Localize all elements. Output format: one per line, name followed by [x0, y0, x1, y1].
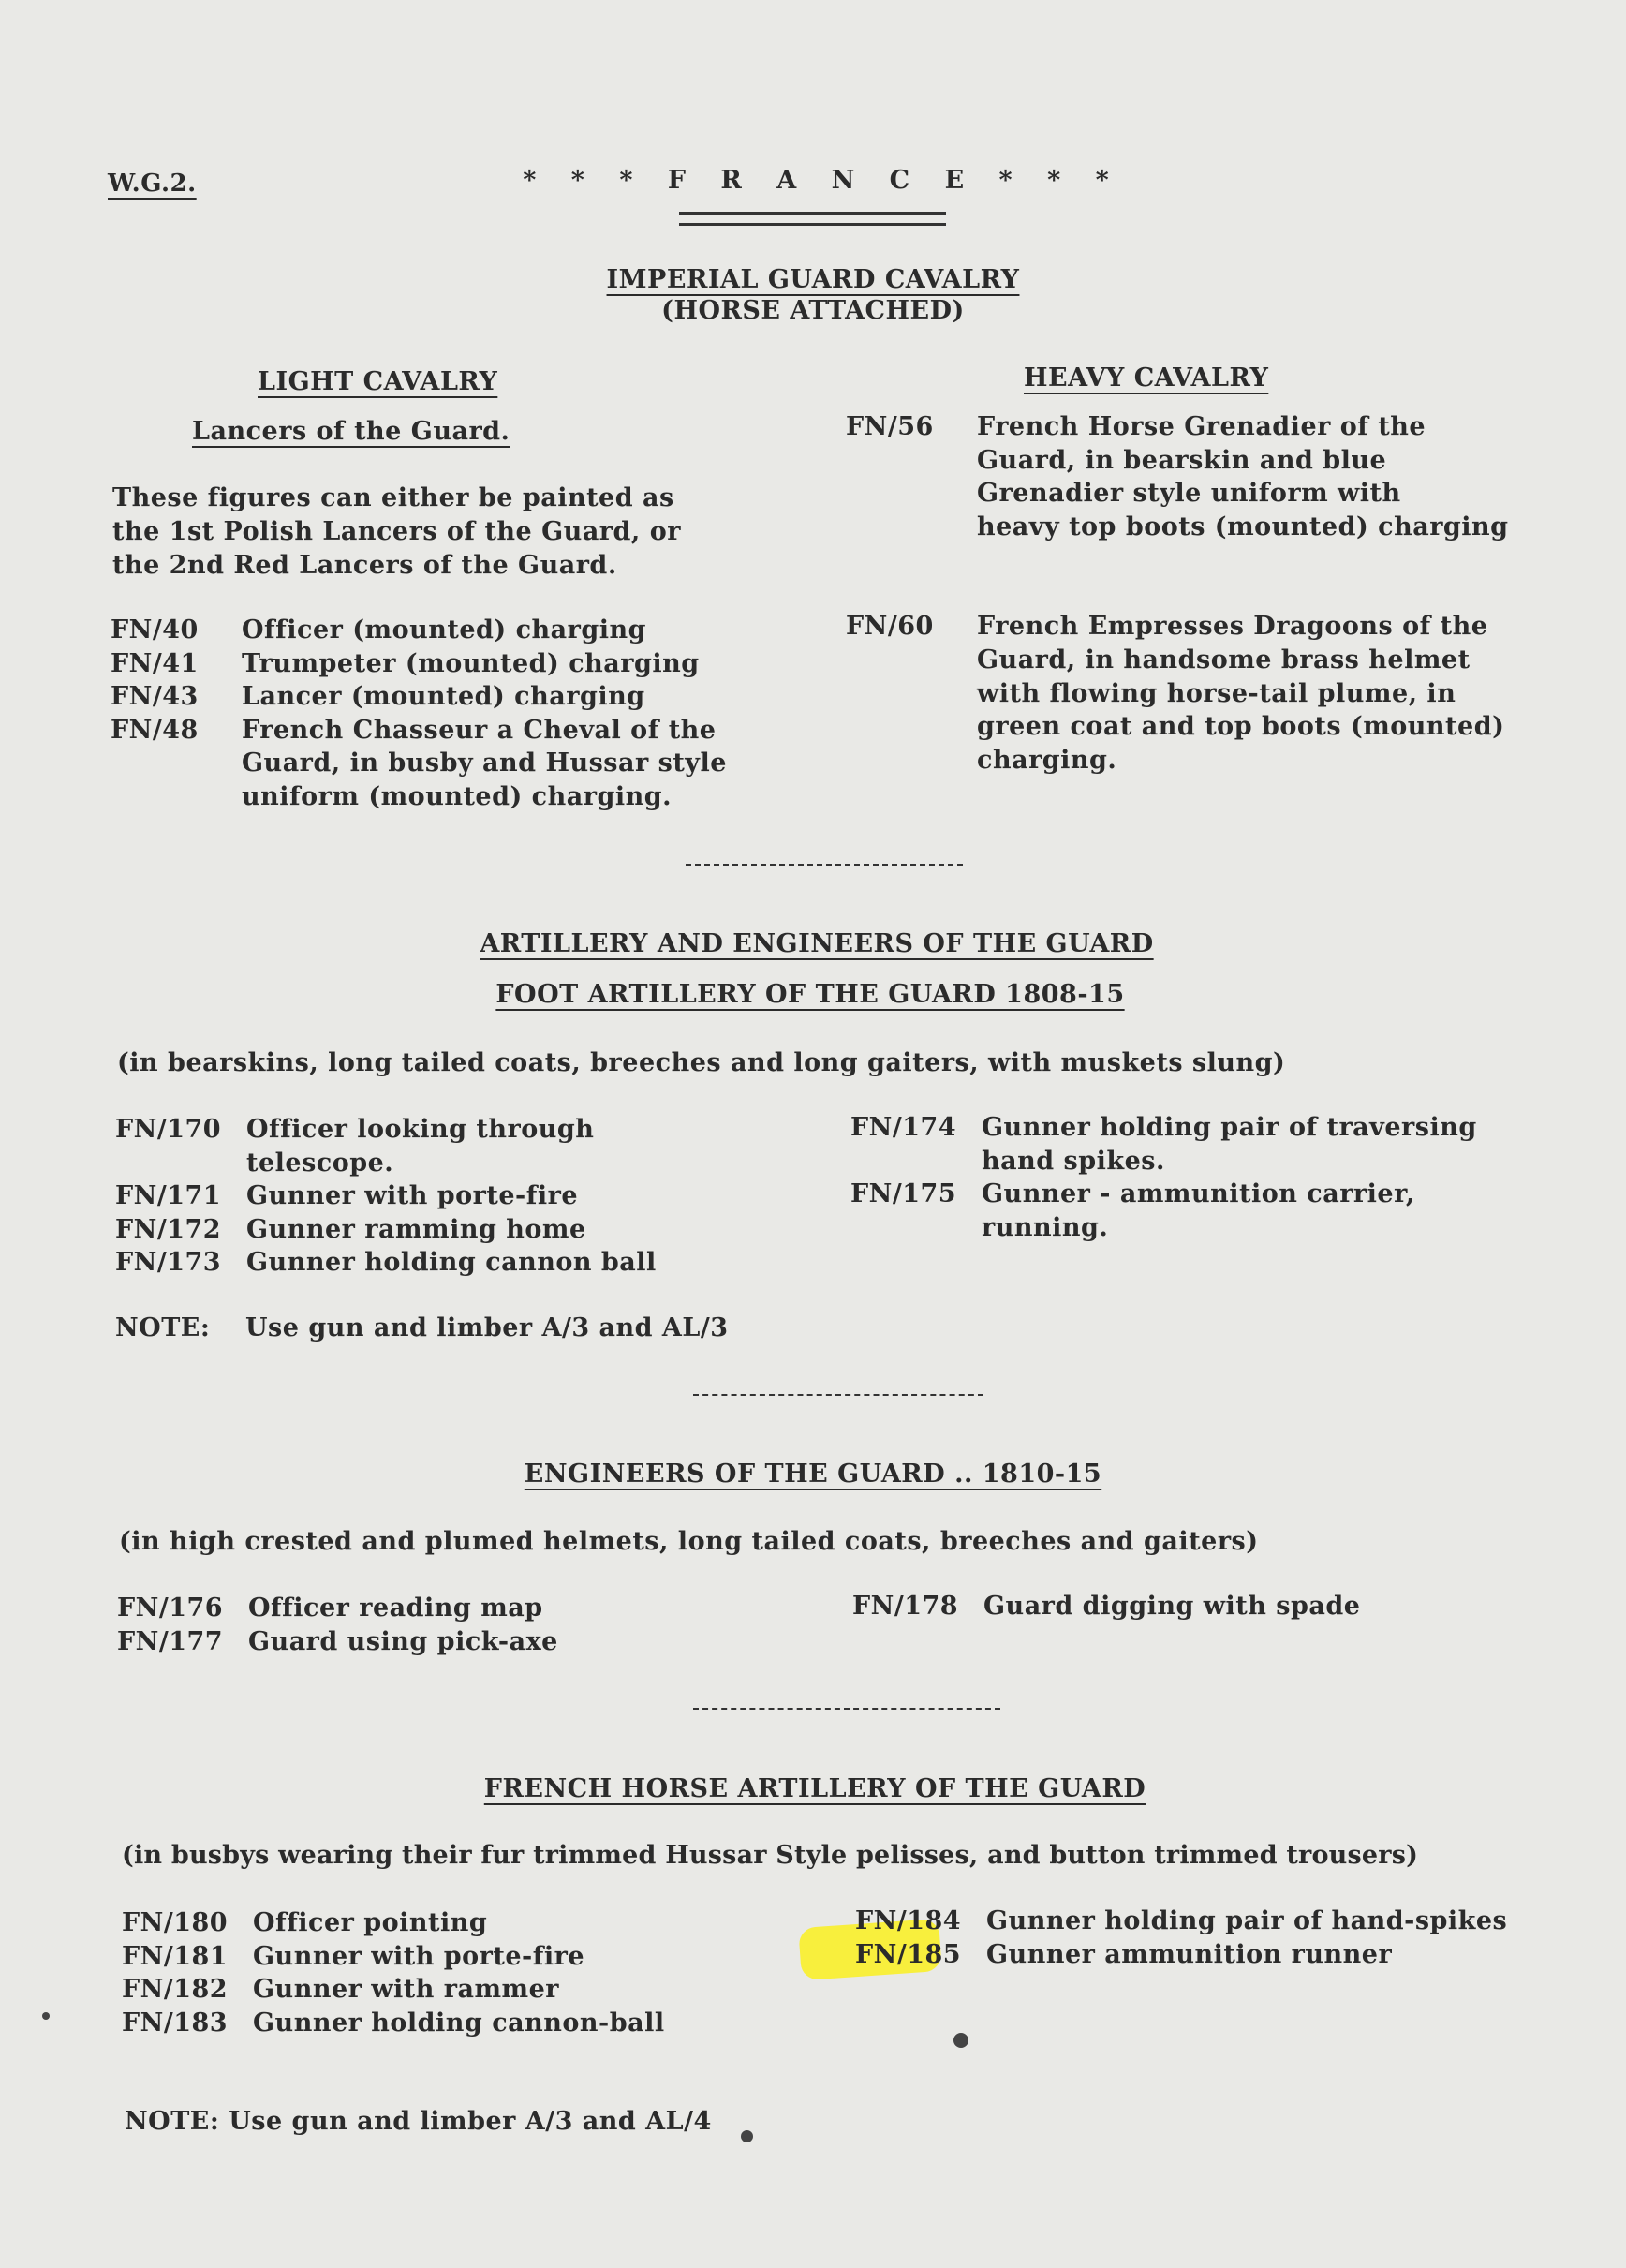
section-divider — [693, 1394, 983, 1396]
country-title: * * * F R A N C E * * * — [523, 166, 1122, 195]
heavy-cavalry-heading: HEAVY CAVALRY — [1024, 363, 1269, 393]
item-code: FN/41 — [111, 648, 199, 678]
note-text: Use gun and limber A/3 and AL/3 — [245, 1313, 729, 1342]
engineers-desc: (in high crested and plumed helmets, long tailed coats, breeches and gaiters) — [119, 1527, 1259, 1556]
item-description: Officer looking through — [246, 1115, 595, 1144]
item-description: Gunner holding pair of hand-spikes — [986, 1906, 1508, 1935]
item-description: Officer reading map — [248, 1594, 543, 1623]
item-code: FN/184 — [855, 1906, 962, 1935]
item-description: Gunner holding cannon ball — [246, 1248, 657, 1278]
engineers-title: ENGINEERS OF THE GUARD .. 1810-15 — [524, 1460, 1102, 1489]
item-description: Gunner with porte-fire — [246, 1181, 578, 1211]
horse-artillery-note: NOTE: Use gun and limber A/3 and AL/4 — [125, 2107, 712, 2136]
item-code: FN/172 — [115, 1214, 222, 1244]
item-code: FN/181 — [122, 1941, 229, 1971]
item-description: Gunner holding pair of traversing — [982, 1113, 1477, 1142]
title-rule — [679, 212, 946, 215]
title-rule — [679, 223, 946, 226]
artillery-title: ARTILLERY AND ENGINEERS OF THE GUARD — [480, 929, 1154, 958]
item-description: running. — [982, 1212, 1109, 1242]
item-description: Trumpeter (mounted) charging — [242, 648, 700, 678]
intro-line: the 1st Polish Lancers of the Guard, or — [112, 517, 681, 546]
foot-artillery-desc: (in bearskins, long tailed coats, breeches and long gaiters, with muskets slung) — [117, 1048, 1286, 1077]
item-description: telescope. — [246, 1148, 394, 1178]
item-description: Gunner holding cannon-ball — [253, 2008, 665, 2038]
item-description: Gunner ammunition runner — [986, 1939, 1393, 1969]
item-code: FN/182 — [122, 1975, 229, 2005]
item-description: French Chasseur a Cheval of the — [242, 715, 717, 745]
item-description: Gunner with rammer — [253, 1975, 560, 2005]
item-code: FN/176 — [117, 1594, 224, 1623]
note-label: NOTE: — [115, 1313, 211, 1342]
ink-spot — [741, 2130, 753, 2142]
item-code: FN/177 — [117, 1626, 224, 1656]
item-description: Guard, in handsome brass helmet — [977, 645, 1471, 674]
item-code: FN/183 — [122, 2008, 229, 2038]
item-description: Guard digging with spade — [983, 1592, 1361, 1621]
item-description: Guard, in busby and Hussar style — [242, 749, 727, 778]
item-code: FN/173 — [115, 1248, 222, 1278]
item-description: Lancer (mounted) charging — [242, 682, 645, 712]
horse-artillery-title: FRENCH HORSE ARTILLERY OF THE GUARD — [483, 1774, 1146, 1803]
item-code: FN/48 — [111, 715, 199, 745]
item-description: Grenadier style uniform with — [977, 479, 1401, 509]
item-description: green coat and top boots (mounted) — [977, 712, 1505, 742]
item-description: heavy top boots (mounted) charging — [977, 511, 1509, 541]
item-description: Officer pointing — [253, 1908, 488, 1937]
item-code: FN/43 — [111, 682, 199, 712]
light-intro — [112, 482, 681, 583]
item-description: French Empresses Dragoons of the — [977, 612, 1488, 642]
item-description: Gunner with porte-fire — [253, 1941, 584, 1971]
item-code: FN/185 — [855, 1939, 962, 1969]
item-code: FN/180 — [122, 1908, 229, 1937]
item-description: French Horse Grenadier of the — [977, 412, 1426, 441]
item-description: hand spikes. — [982, 1146, 1165, 1176]
item-code: FN/170 — [115, 1115, 222, 1144]
horse-artillery-desc: (in busbys wearing their fur trimmed Hussar Style pelisses, and button trimmed trousers) — [122, 1841, 1419, 1870]
section-subtitle: (HORSE ATTACHED) — [661, 296, 965, 325]
item-code: FN/178 — [852, 1592, 959, 1621]
intro-line: the 2nd Red Lancers of the Guard. — [112, 551, 617, 580]
section-divider — [686, 864, 963, 866]
section-title: IMPERIAL GUARD CAVALRY — [606, 265, 1020, 294]
ink-spot — [953, 2033, 968, 2048]
lancers-subheading: Lancers of the Guard. — [192, 417, 510, 446]
section-divider — [693, 1708, 1000, 1710]
item-code: FN/175 — [850, 1179, 957, 1209]
ink-spot — [42, 2012, 50, 2020]
item-code: FN/171 — [115, 1181, 222, 1211]
item-code: FN/174 — [850, 1113, 957, 1142]
item-code: FN/60 — [846, 612, 934, 642]
item-code: FN/56 — [846, 412, 934, 441]
intro-line: These figures can either be painted as — [112, 483, 674, 512]
item-description: uniform (mounted) charging. — [242, 782, 672, 811]
foot-artillery-title: FOOT ARTILLERY OF THE GUARD 1808-15 — [495, 980, 1125, 1009]
item-description: Officer (mounted) charging — [242, 615, 647, 645]
item-description: Gunner - ammunition carrier, — [982, 1179, 1415, 1209]
item-description: Gunner ramming home — [246, 1214, 586, 1244]
item-description: charging. — [977, 745, 1117, 775]
light-cavalry-heading: LIGHT CAVALRY — [258, 367, 498, 396]
item-description: Guard using pick-axe — [248, 1626, 558, 1656]
item-description: Guard, in bearskin and blue — [977, 445, 1387, 475]
item-description: with flowing horse-tail plume, in — [977, 678, 1456, 708]
item-code: FN/40 — [111, 615, 199, 645]
page-code: W.G.2. — [108, 170, 197, 198]
